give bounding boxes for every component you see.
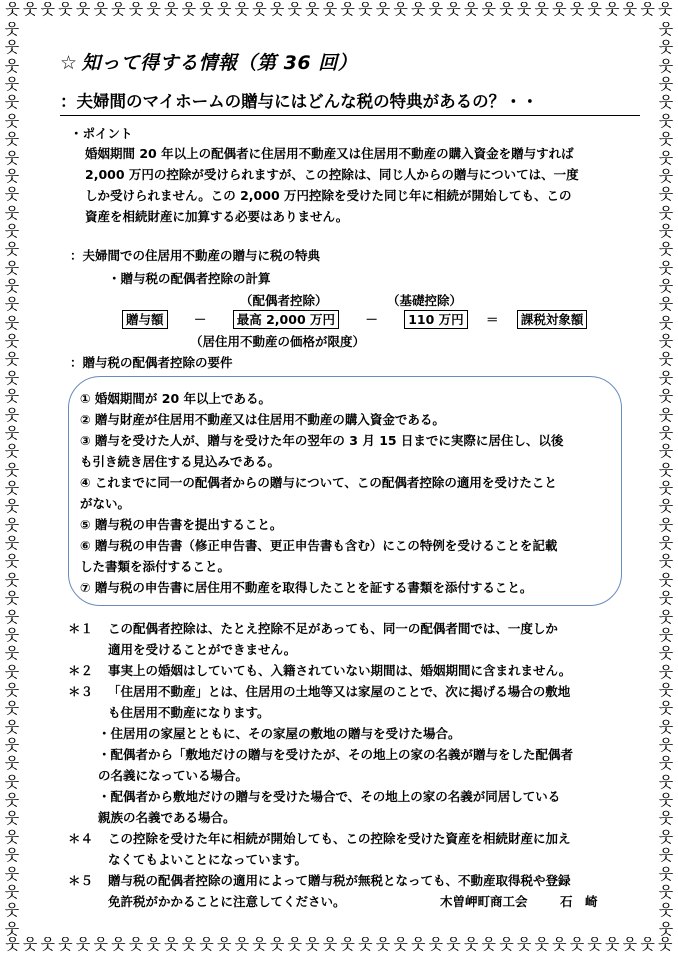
border-figure-icon: 웃 bbox=[658, 846, 674, 865]
border-figure-icon: 웃 bbox=[111, 2, 126, 18]
border-figure-icon: 웃 bbox=[375, 937, 391, 953]
requirement-item: ④ これまでに同一の配偶者からの贈与について、この配偶者控除の適用を受けたこと bbox=[80, 475, 557, 490]
border-figure-icon: 웃 bbox=[657, 2, 673, 18]
border-figure-icon: 웃 bbox=[658, 699, 674, 718]
border-figure-icon: 웃 bbox=[658, 313, 674, 332]
border-top bbox=[0, 2, 678, 24]
border-figure-icon: 웃 bbox=[216, 2, 232, 18]
term-gift: 贈与額 bbox=[122, 310, 168, 329]
border-figure-icon: 웃 bbox=[658, 405, 674, 424]
border-figure-icon: 웃 bbox=[587, 2, 602, 18]
border-figure-icon: 웃 bbox=[58, 2, 73, 18]
requirement-item: ③ 贈与を受けた人が、贈与を受けた年の翌年の 3 月 15 日までに実際に居住し、以後 bbox=[80, 433, 564, 448]
special-heading: ：夫婦間での住居用不動産の贈与に税の特典 bbox=[70, 248, 321, 263]
border-figure-icon: 웃 bbox=[658, 350, 674, 369]
border-figure-icon: 웃 bbox=[4, 644, 20, 663]
border-figure-icon: 웃 bbox=[4, 791, 20, 810]
border-figure-icon: 웃 bbox=[428, 937, 444, 953]
border-figure-icon: 웃 bbox=[658, 882, 674, 901]
requirements-heading: ：贈与税の配偶者控除の要件 bbox=[70, 355, 233, 370]
border-figure-icon: 웃 bbox=[658, 827, 674, 846]
border-figure-icon: 웃 bbox=[658, 644, 674, 663]
border-figure-icon: 웃 bbox=[4, 258, 20, 277]
border-figure-icon: 웃 bbox=[4, 662, 20, 681]
border-figure-icon: 웃 bbox=[658, 772, 674, 791]
border-figure-icon: 웃 bbox=[658, 717, 674, 736]
point-paragraph bbox=[85, 143, 645, 227]
border-right bbox=[656, 22, 676, 937]
calc-subheading: ・贈与税の配偶者控除の計算 bbox=[108, 271, 271, 286]
border-figure-icon: 웃 bbox=[658, 515, 674, 534]
border-figure-icon: 웃 bbox=[164, 2, 179, 18]
border-figure-icon: 웃 bbox=[658, 901, 674, 920]
border-figure-icon: 웃 bbox=[4, 221, 20, 240]
border-figure-icon: 웃 bbox=[658, 295, 674, 314]
border-figure-icon: 웃 bbox=[4, 882, 20, 901]
border-figure-icon: 웃 bbox=[446, 937, 461, 953]
border-figure-icon: 웃 bbox=[4, 478, 20, 497]
border-figure-icon: 웃 bbox=[658, 607, 674, 626]
note-text: この控除を受けた年に相続が開始しても、この控除を受けた資産を相続財産に加え bbox=[108, 831, 571, 846]
border-figure-icon: 웃 bbox=[4, 332, 20, 351]
border-figure-icon: 웃 bbox=[658, 534, 674, 553]
border-figure-icon: 웃 bbox=[658, 203, 674, 222]
border-figure-icon: 웃 bbox=[4, 754, 20, 773]
border-figure-icon: 웃 bbox=[622, 2, 638, 18]
border-figure-icon: 웃 bbox=[4, 919, 20, 937]
border-figure-icon: 웃 bbox=[4, 368, 20, 387]
border-figure-icon: 웃 bbox=[658, 736, 674, 755]
border-figure-icon: 웃 bbox=[4, 901, 20, 920]
border-figure-icon: 웃 bbox=[658, 478, 674, 497]
border-figure-icon: 웃 bbox=[216, 937, 232, 953]
note-text: 贈与税の配偶者控除の適用によって贈与税が無税となっても、不動産取得税や登録 bbox=[108, 873, 571, 888]
border-figure-icon: 웃 bbox=[340, 2, 355, 18]
border-figure-icon: 웃 bbox=[252, 937, 267, 953]
border-figure-icon: 웃 bbox=[4, 405, 20, 424]
border-figure-icon: 웃 bbox=[4, 56, 20, 75]
title-text: 知って得する情報（第 36 回） bbox=[81, 52, 358, 74]
border-figure-icon: 웃 bbox=[252, 2, 267, 18]
border-figure-icon: 웃 bbox=[569, 937, 585, 953]
border-figure-icon: 웃 bbox=[181, 937, 197, 953]
note-mark: ＊４ bbox=[68, 831, 94, 846]
border-figure-icon: 웃 bbox=[658, 185, 674, 204]
border-figure-icon: 웃 bbox=[146, 937, 161, 953]
requirement-item: がない。 bbox=[80, 496, 131, 511]
border-figure-icon: 웃 bbox=[658, 221, 674, 240]
border-figure-icon: 웃 bbox=[658, 22, 674, 38]
border-figure-icon: 웃 bbox=[22, 937, 38, 953]
border-figure-icon: 웃 bbox=[4, 387, 20, 406]
border-figure-icon: 웃 bbox=[358, 937, 373, 953]
border-figure-icon: 웃 bbox=[146, 2, 161, 18]
border-figure-icon: 웃 bbox=[393, 2, 408, 18]
border-figure-icon: 웃 bbox=[658, 387, 674, 406]
border-figure-icon: 웃 bbox=[4, 497, 20, 516]
border-figure-icon: 웃 bbox=[75, 2, 91, 18]
border-figure-icon: 웃 bbox=[40, 937, 56, 953]
border-figure-icon: 웃 bbox=[463, 2, 479, 18]
border-figure-icon: 웃 bbox=[658, 240, 674, 259]
label-basic-deduction: （基礎控除） bbox=[387, 293, 463, 308]
requirement-item: も引き続き居住する見込みである。 bbox=[80, 454, 281, 469]
border-figure-icon: 웃 bbox=[658, 589, 674, 608]
border-figure-icon: 웃 bbox=[305, 2, 320, 18]
border-figure-icon: 웃 bbox=[499, 2, 514, 18]
border-figure-icon: 웃 bbox=[463, 937, 479, 953]
page-subtitle: ：夫婦間のマイホームの贈与にはどんな税の特典があるの？・・ bbox=[60, 88, 640, 116]
border-figure-icon: 웃 bbox=[658, 442, 674, 461]
point-line: しか受けられません。この 2,000 万円控除を受けた同じ年に相続が開始しても、この bbox=[85, 188, 572, 203]
border-figure-icon: 웃 bbox=[4, 313, 20, 332]
border-figure-icon: 웃 bbox=[658, 754, 674, 773]
border-figure-icon: 웃 bbox=[481, 937, 497, 953]
border-figure-icon: 웃 bbox=[658, 56, 674, 75]
border-figure-icon: 웃 bbox=[658, 38, 674, 57]
border-figure-icon: 웃 bbox=[4, 75, 20, 94]
border-figure-icon: 웃 bbox=[4, 589, 20, 608]
border-figure-icon: 웃 bbox=[4, 111, 20, 130]
border-figure-icon: 웃 bbox=[569, 2, 585, 18]
border-figure-icon: 웃 bbox=[287, 937, 302, 953]
border-figure-icon: 웃 bbox=[4, 203, 20, 222]
note-text: ・住居用の家屋とともに、その家屋の敷地の贈与を受けた場合。 bbox=[98, 726, 461, 741]
minus-sign: － bbox=[193, 312, 207, 327]
border-figure-icon: 웃 bbox=[4, 552, 20, 571]
point-line: 資産を相続財産に加算する必要はありません。 bbox=[85, 209, 349, 224]
border-figure-icon: 웃 bbox=[4, 240, 20, 259]
requirement-item: ② 贈与財産が住居用不動産又は住居用不動産の購入資金である。 bbox=[80, 412, 445, 427]
note-text: の名義になっている場合。 bbox=[98, 768, 249, 783]
note-text: この配偶者控除は、たとえ控除不足があっても、同一の配偶者間では、一度しか bbox=[108, 621, 558, 636]
border-figure-icon: 웃 bbox=[164, 937, 179, 953]
border-figure-icon: 웃 bbox=[58, 937, 73, 953]
border-figure-icon: 웃 bbox=[128, 937, 144, 953]
requirement-item: ⑤ 贈与税の申告書を提出すること。 bbox=[80, 517, 283, 532]
border-figure-icon: 웃 bbox=[111, 937, 126, 953]
border-figure-icon: 웃 bbox=[4, 442, 20, 461]
border-figure-icon: 웃 bbox=[4, 864, 20, 883]
border-figure-icon: 웃 bbox=[4, 38, 20, 57]
border-figure-icon: 웃 bbox=[499, 937, 514, 953]
border-figure-icon: 웃 bbox=[4, 295, 20, 314]
border-figure-icon: 웃 bbox=[375, 2, 391, 18]
border-figure-icon: 웃 bbox=[622, 937, 638, 953]
border-figure-icon: 웃 bbox=[287, 2, 302, 18]
border-figure-icon: 웃 bbox=[4, 772, 20, 791]
requirement-item: した書類を添付すること。 bbox=[80, 559, 231, 574]
border-figure-icon: 웃 bbox=[4, 607, 20, 626]
border-figure-icon: 웃 bbox=[4, 185, 20, 204]
border-figure-icon: 웃 bbox=[428, 2, 444, 18]
note-text: 適用を受けることができません。 bbox=[108, 642, 297, 657]
label-spouse-deduction: （配偶者控除） bbox=[240, 293, 328, 308]
border-figure-icon: 웃 bbox=[4, 625, 20, 644]
equals-sign: ＝ bbox=[486, 312, 499, 327]
border-figure-icon: 웃 bbox=[4, 699, 20, 718]
border-figure-icon: 웃 bbox=[657, 937, 673, 953]
term-taxable: 課税対象額 bbox=[517, 310, 588, 329]
border-figure-icon: 웃 bbox=[410, 937, 426, 953]
border-figure-icon: 웃 bbox=[658, 680, 674, 699]
border-figure-icon: 웃 bbox=[4, 515, 20, 534]
border-figure-icon: 웃 bbox=[658, 111, 674, 130]
border-figure-icon: 웃 bbox=[658, 791, 674, 810]
note-text: ・配偶者から「敷地だけの贈与を受けたが、その地上の家の名義が贈与をした配偶者 bbox=[98, 747, 574, 762]
minus-sign: － bbox=[365, 312, 378, 327]
border-figure-icon: 웃 bbox=[4, 148, 20, 167]
border-figure-icon: 웃 bbox=[93, 2, 108, 18]
border-figure-icon: 웃 bbox=[658, 460, 674, 479]
signature-name: 石 崎 bbox=[560, 894, 598, 909]
border-figure-icon: 웃 bbox=[658, 497, 674, 516]
border-figure-icon: 웃 bbox=[22, 2, 38, 18]
requirement-item: ⑦ 贈与税の申告書に居住用不動産を取得したことを証する書類を添付すること。 bbox=[80, 580, 533, 595]
border-figure-icon: 웃 bbox=[128, 2, 144, 18]
border-figure-icon: 웃 bbox=[658, 552, 674, 571]
border-figure-icon: 웃 bbox=[40, 2, 56, 18]
border-figure-icon: 웃 bbox=[181, 2, 197, 18]
border-figure-icon: 웃 bbox=[516, 2, 532, 18]
border-figure-icon: 웃 bbox=[269, 937, 285, 953]
border-figure-icon: 웃 bbox=[4, 809, 20, 828]
note-text: 「住居用不動産」とは、住居用の土地等又は家屋のことで、次に掲げる場合の敷地 bbox=[108, 684, 571, 699]
border-figure-icon: 웃 bbox=[4, 423, 20, 442]
border-figure-icon: 웃 bbox=[4, 350, 20, 369]
border-figure-icon: 웃 bbox=[640, 937, 655, 953]
border-figure-icon: 웃 bbox=[322, 2, 338, 18]
note-text: も住居用不動産になります。 bbox=[108, 705, 270, 720]
border-figure-icon: 웃 bbox=[552, 937, 567, 953]
border-left bbox=[2, 22, 22, 937]
border-figure-icon: 웃 bbox=[4, 717, 20, 736]
note-text: ・配偶者から敷地だけの贈与を受けた場合で、その地上の家の名義が同居している bbox=[98, 789, 561, 804]
border-figure-icon: 웃 bbox=[234, 2, 250, 18]
border-figure-icon: 웃 bbox=[4, 827, 20, 846]
limit-note: （居住用不動産の価格が限度） bbox=[190, 334, 366, 349]
border-figure-icon: 웃 bbox=[605, 2, 620, 18]
note-text: 親族の名義である場合。 bbox=[98, 810, 236, 825]
border-figure-icon: 웃 bbox=[640, 2, 655, 18]
border-figure-icon: 웃 bbox=[5, 2, 20, 18]
border-figure-icon: 웃 bbox=[93, 937, 108, 953]
border-figure-icon: 웃 bbox=[4, 22, 20, 38]
border-figure-icon: 웃 bbox=[658, 93, 674, 112]
border-figure-icon: 웃 bbox=[658, 130, 674, 149]
border-figure-icon: 웃 bbox=[358, 2, 373, 18]
note-mark: ＊３ bbox=[68, 684, 94, 699]
border-figure-icon: 웃 bbox=[658, 277, 674, 296]
border-figure-icon: 웃 bbox=[658, 662, 674, 681]
note-mark: ＊５ bbox=[68, 873, 94, 888]
page-title bbox=[60, 48, 645, 75]
border-figure-icon: 웃 bbox=[658, 166, 674, 185]
document-body bbox=[60, 48, 645, 909]
border-figure-icon: 웃 bbox=[269, 2, 285, 18]
border-figure-icon: 웃 bbox=[4, 570, 20, 589]
requirement-item: ① 婚姻期間が 20 年以上である。 bbox=[80, 391, 272, 406]
border-figure-icon: 웃 bbox=[4, 277, 20, 296]
border-figure-icon: 웃 bbox=[658, 625, 674, 644]
note-text: 免許税がかかることに注意してください。 bbox=[108, 894, 346, 909]
border-figure-icon: 웃 bbox=[658, 423, 674, 442]
border-figure-icon: 웃 bbox=[410, 2, 426, 18]
star-icon: ☆ bbox=[60, 52, 78, 74]
border-figure-icon: 웃 bbox=[658, 570, 674, 589]
border-figure-icon: 웃 bbox=[552, 2, 567, 18]
border-figure-icon: 웃 bbox=[658, 809, 674, 828]
border-figure-icon: 웃 bbox=[5, 937, 20, 953]
note-text: なくてもよいことになっています。 bbox=[108, 852, 308, 867]
border-figure-icon: 웃 bbox=[516, 937, 532, 953]
term-basic: 110 万円 bbox=[404, 310, 467, 329]
note-text: 事実上の婚姻はしていても、入籍されていない期間は、婚姻期間に含まれません。 bbox=[108, 663, 572, 678]
border-figure-icon: 웃 bbox=[4, 846, 20, 865]
border-figure-icon: 웃 bbox=[393, 937, 408, 953]
border-figure-icon: 웃 bbox=[4, 460, 20, 479]
point-line: 婚姻期間 20 年以上の配偶者に住居用不動産又は住居用不動産の購入資金を贈与すれば bbox=[85, 146, 574, 161]
border-figure-icon: 웃 bbox=[4, 736, 20, 755]
border-figure-icon: 웃 bbox=[481, 2, 497, 18]
border-figure-icon: 웃 bbox=[658, 864, 674, 883]
border-figure-icon: 웃 bbox=[4, 534, 20, 553]
border-figure-icon: 웃 bbox=[199, 937, 214, 953]
border-figure-icon: 웃 bbox=[305, 937, 320, 953]
border-figure-icon: 웃 bbox=[75, 937, 91, 953]
border-figure-icon: 웃 bbox=[4, 680, 20, 699]
border-figure-icon: 웃 bbox=[4, 130, 20, 149]
border-figure-icon: 웃 bbox=[605, 937, 620, 953]
border-figure-icon: 웃 bbox=[658, 332, 674, 351]
formula-row bbox=[122, 310, 587, 328]
border-figure-icon: 웃 bbox=[322, 937, 338, 953]
border-figure-icon: 웃 bbox=[199, 2, 214, 18]
note-mark: ＊２ bbox=[68, 663, 94, 678]
border-figure-icon: 웃 bbox=[587, 937, 602, 953]
border-figure-icon: 웃 bbox=[658, 368, 674, 387]
border-figure-icon: 웃 bbox=[534, 937, 549, 953]
point-heading: ・ポイント bbox=[70, 126, 133, 141]
border-figure-icon: 웃 bbox=[658, 148, 674, 167]
border-figure-icon: 웃 bbox=[658, 919, 674, 937]
border-figure-icon: 웃 bbox=[534, 2, 549, 18]
border-figure-icon: 웃 bbox=[4, 166, 20, 185]
requirement-item: ⑥ 贈与税の申告書（修正申告書、更正申告書も含む）にこの特例を受けることを記載 bbox=[80, 538, 558, 553]
border-figure-icon: 웃 bbox=[446, 2, 461, 18]
border-bottom bbox=[0, 937, 678, 959]
border-figure-icon: 웃 bbox=[658, 75, 674, 94]
border-figure-icon: 웃 bbox=[340, 937, 355, 953]
border-figure-icon: 웃 bbox=[234, 937, 250, 953]
note-mark: ＊１ bbox=[68, 621, 94, 636]
border-figure-icon: 웃 bbox=[658, 258, 674, 277]
term-max: 最高 2,000 万円 bbox=[233, 310, 339, 329]
signature-org: 木曽岬町商工会 bbox=[440, 894, 528, 909]
border-figure-icon: 웃 bbox=[4, 93, 20, 112]
point-line: 2,000 万円の控除が受けられますが、この控除は、同じ人からの贈与については、一度 bbox=[85, 167, 579, 182]
